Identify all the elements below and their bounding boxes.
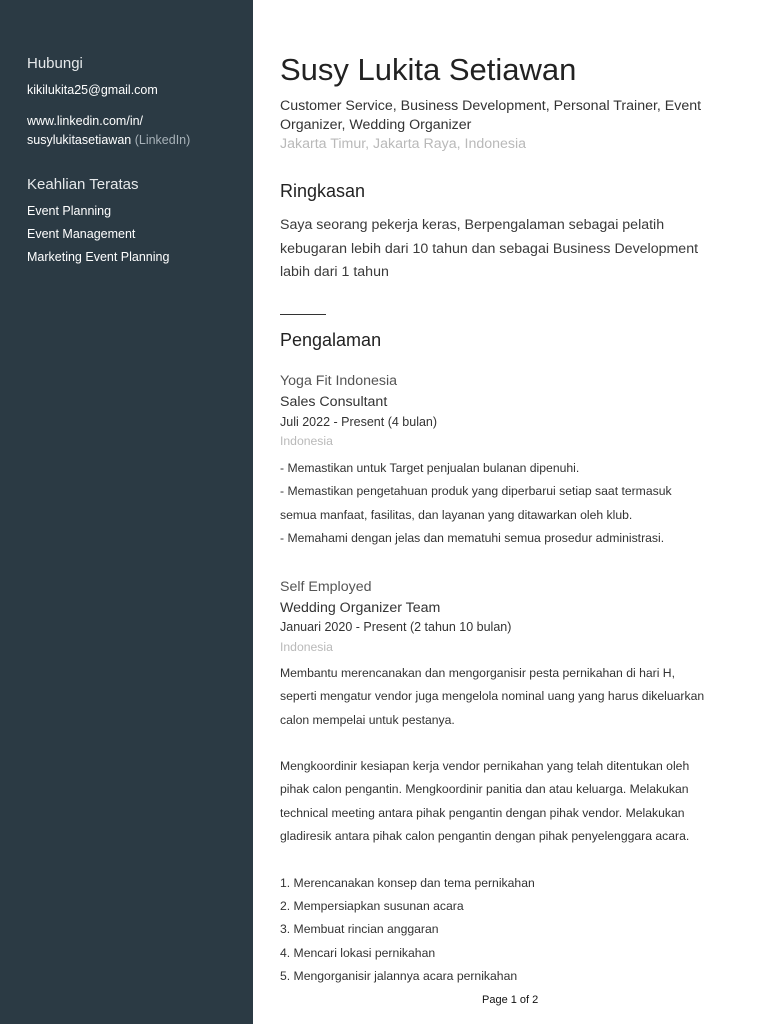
description-line: Mengkoordinir kesiapan kerja vendor pernikahan yang telah ditentukan oleh [280,759,690,774]
linkedin-handle[interactable]: susylukitasetiawan [27,133,132,147]
job-dates: Juli 2022 - Present (4 bulan) [280,415,438,429]
description-line: gladiresik antara pihak calon pengantin dengan pihak penyelenggara acara. [280,829,690,844]
description-line: - Memahami dengan jelas dan mematuhi semua prosedur administrasi. [280,530,665,545]
linkedin-link-line1[interactable]: www.linkedin.com/in/ [27,114,144,128]
location: Jakarta Timur, Jakarta Raya, Indonesia [280,136,527,152]
summary-line: labih dari 1 tahun [280,264,389,280]
job-location: Indonesia [280,640,333,654]
description-line: 2. Mempersiapkan susunan acara [280,898,464,913]
skill-item: Event Planning [27,204,112,218]
description-line: seperti mengatur vendor juga mengelola nominal uang yang harus dikeluarkan [280,689,705,704]
summary-line: kebugaran lebih dari 10 tahun dan sebagai Business Development [280,240,699,257]
description-line [280,848,750,871]
description-line: - Memastikan untuk Target penjualan bulanan dipenuhi. [280,461,580,475]
job-description [280,662,750,988]
description-line: Membantu merencanakan dan mengorganisir pesta pernikahan di hari H, [280,666,675,680]
skill-item: Event Management [27,227,136,241]
description-line: 4. Mencari lokasi pernikahan [280,945,436,960]
divider [280,314,326,315]
headline: Customer Service, Business Development, Personal Trainer, Event Organizer, Wedding Organizer [280,98,702,133]
description-line: 5. Mengorganisir jalannya acara pernikahan [280,968,518,983]
summary-title: Ringkasan [280,181,366,201]
job-dates: Januari 2020 - Present (2 tahun 10 bulan) [280,620,512,634]
main-content [280,0,750,1024]
description-line: semua manfaat, fasilitas, dan layanan yang ditawarkan oleh klub. [280,507,633,522]
person-name: Susy Lukita Setiawan [280,52,577,87]
experience-title: Pengalaman [280,330,382,350]
description-line: pihak calon pengantin. Mengkoordinir panitia dan atau keluarga. Melakukan [280,782,689,797]
company-name: Yoga Fit Indonesia [280,373,398,389]
email-link[interactable]: kikilukita25@gmail.com [27,83,158,97]
company-name: Self Employed [280,579,372,595]
skills-title: Keahlian Teratas [27,176,139,193]
description-line: 1. Merencanakan konsep dan tema pernikahan [280,875,535,890]
job-description [280,457,750,550]
skill-item: Marketing Event Planning [27,250,170,264]
job-role: Sales Consultant [280,394,388,410]
description-line [280,732,750,755]
summary-line: Saya seorang pekerja keras, Berpengalaman sebagai pelatih [280,217,665,233]
job-location: Indonesia [280,434,333,448]
description-line: calon mempelai untuk pestanya. [280,712,455,727]
contact-title: Hubungi [27,55,83,72]
description-line: 3. Membuat rincian anggaran [280,922,439,937]
page-number: Page 1 of 2 [482,994,539,1006]
description-line: - Memastikan pengetahuan produk yang diperbarui setiap saat termasuk [280,484,672,499]
linkedin-suffix: (LinkedIn) [134,133,191,147]
description-line: technical meeting antara pihak pengantin dengan pihak vendor. Melakukan [280,805,685,820]
sidebar [0,0,253,1024]
summary-text [280,214,740,285]
linkedin-link-line2[interactable] [27,133,190,147]
job-role: Wedding Organizer Team [280,600,441,616]
